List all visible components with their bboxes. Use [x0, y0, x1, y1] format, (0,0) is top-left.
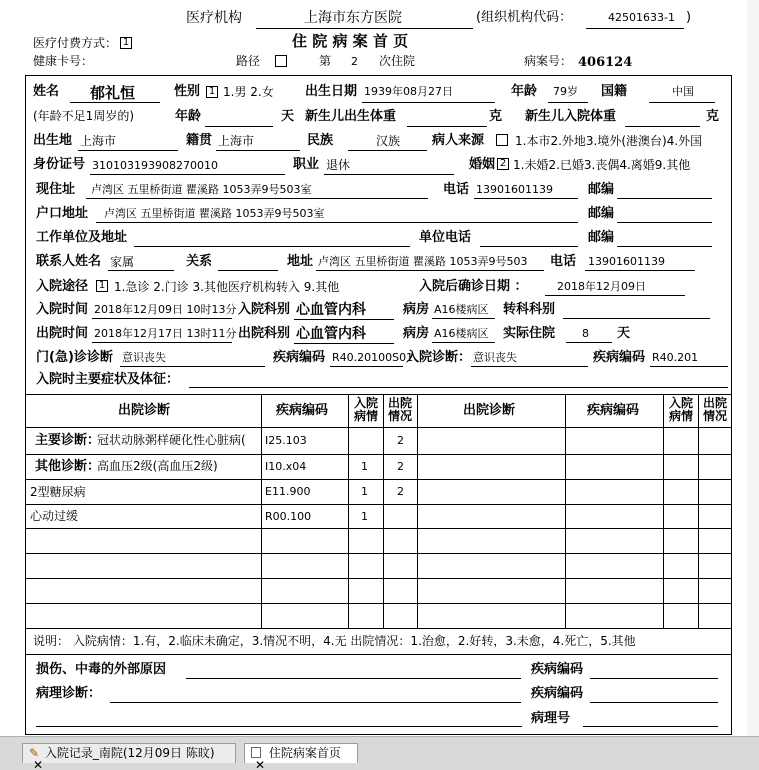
- er-code[interactable]: R40.20100S01: [332, 351, 414, 364]
- close-icon[interactable]: ✕: [255, 758, 266, 770]
- native-place[interactable]: 上海市: [218, 134, 255, 148]
- current-address[interactable]: 卢湾区 五里桥街道 瞿溪路 1053弄9号503室: [91, 183, 312, 196]
- col-code: 疾病编码: [276, 403, 329, 418]
- condition-note: 说明： 入院病情：1.有，2.临床未确定，3.情况不明，4.无 出院情况：1.治愈，2.好转，3.未愈，4.死亡，5.其他: [33, 634, 636, 648]
- col-discharge-condition: 出院情况: [387, 396, 412, 423]
- confirm-date[interactable]: 2018年12月09日: [557, 280, 646, 293]
- admission-diagnosis[interactable]: 意识丧失: [473, 351, 517, 364]
- table-row-diagnosis[interactable]: 2型糖尿病: [30, 485, 86, 499]
- vertical-scrollbar[interactable]: [747, 0, 759, 736]
- patient-source-box[interactable]: [496, 134, 508, 146]
- edit-doc-icon: ✎: [29, 746, 40, 760]
- table-row-diagnosis[interactable]: 冠状动脉粥样硬化性心脏病(: [97, 434, 246, 446]
- table-row-code[interactable]: E11.900: [265, 485, 311, 498]
- er-diagnosis[interactable]: 意识丧失: [122, 351, 166, 364]
- col-admit-condition: 入院病情: [353, 396, 378, 423]
- record-no-label: 病案号：: [524, 54, 573, 68]
- org-code: 42501633-1: [608, 11, 675, 24]
- close-icon[interactable]: ✕: [33, 758, 44, 770]
- medical-record-homepage: 医疗机构 上海市东方医院 (组织机构代码： 42501633-1 ) 医疗付费方式： 1 住 院 病 案 首 页 健康卡号： 路径 第 2 次住院 病案号： 406124 姓名 郁礼恒 性别 1 1.男 2.女 出生日期 1939年08月27日 年龄 79岁 国籍 中国 (年龄不足1周岁的) 年龄 天 新生儿出生体重 克 新生儿入院体重 克 出生地 上海市 籍贯 上海市 民族 汉族 病人来源 1.本市2.外地3.境外(港澳台)4.外国 身份证号 310103193908270010 职业 退休 婚姻 2 1.未婚2.已婚3.丧偶4.离婚9.其他 现住址 卢湾区 五里桥街道 瞿溪路 1053弄9号503室 电话 13901601139 邮编 户口地址 卢湾区 五里桥街道 瞿溪路 1053弄9号503室 邮编 工作单位及地址 单位电话 邮编 联系人姓名 家属 关系 地址 卢湾区 五里桥街道 瞿溪路 1053弄9号503 电话 13901601139 入院途径 1 1.急诊 2.门诊 3.其他医疗机构转入 9.其他 入院后确诊日期 ： 2018年12月09日 入院时间 2018年12月09日 10时13分 入院科别 心血管内科 病房 A16楼病区 转科科别 出院时间 2018年12月17日 13时11分 出院科别 心血管内科 病房 A16楼病区 实际住院 8 天 门(急)诊诊断 意识丧失 疾病编码 R40.20100S01 入院诊断： 意识丧失 疾病编码 R40.201 入院时主要症状及体征： 出院诊断 疾病编码 入院病情 出院情况 出院诊断 疾病编码 入院病情 出院情况 主要诊断： 冠状动脉粥样硬化性心脏病( I25.103 2 其他诊断： 高血压2级(高血压2级) I10.x04 1 2 2型糖尿病 E11.900 1 2 心动过缓 R00.100 1 说明： 入院病情：1.有，2.临床未确定，3.情况不明，4.无 出院情况：1.治愈，2.好转，3.未愈，4.死亡，5.其他 损伤、中毒的外部原因 疾病编码 病理诊断： 疾病编码 病理号 ✎ 入院记录_南院(12月09日 陈旼) ✕ 住院病案首页 ✕: [0, 0, 759, 770]
- admission-dept[interactable]: 心血管内科: [296, 302, 366, 318]
- discharge-dept[interactable]: 心血管内科: [296, 326, 366, 342]
- admission-code[interactable]: R40.201: [652, 351, 699, 364]
- table-row-code[interactable]: I25.103: [265, 434, 307, 447]
- tab-medical-record-homepage[interactable]: 住院病案首页 ✕: [244, 743, 358, 763]
- org-name: 上海市东方医院: [304, 10, 402, 26]
- org-label: 医疗机构: [186, 10, 242, 26]
- col-code-2: 疾病编码: [587, 403, 640, 418]
- admission-times: 2: [351, 55, 358, 68]
- pay-label: 医疗付费方式：: [33, 36, 118, 50]
- record-no: 406124: [578, 55, 633, 70]
- document-tab-bar: [0, 736, 759, 770]
- admission-route-box[interactable]: 1: [96, 280, 108, 292]
- ethnicity[interactable]: 汉族: [376, 134, 401, 148]
- col-discharge-condition-2: 出院情况: [702, 396, 727, 423]
- birth-date[interactable]: 1939年08月27日: [364, 85, 453, 98]
- stay-days[interactable]: 8: [582, 327, 589, 340]
- table-row-code[interactable]: R00.100: [265, 510, 312, 523]
- health-card-label: 健康卡号：: [33, 54, 94, 68]
- occupation[interactable]: 退休: [326, 158, 351, 172]
- phone[interactable]: 13901601139: [476, 183, 553, 196]
- path-checkbox[interactable]: [275, 55, 287, 67]
- patient-name[interactable]: 郁礼恒: [90, 84, 136, 102]
- contact-phone[interactable]: 13901601139: [588, 255, 665, 268]
- tab-admission-record[interactable]: ✎ 入院记录_南院(12月09日 陈旼) ✕: [22, 743, 236, 763]
- org-code-label: (组织机构代码：: [476, 10, 573, 25]
- admission-time[interactable]: 2018年12月09日 10时13分: [94, 303, 237, 316]
- id-number[interactable]: 310103193908270010: [92, 159, 218, 172]
- col-discharge-diagnosis-2: 出院诊断: [463, 403, 516, 418]
- col-admit-condition-2: 入院病情: [668, 396, 693, 423]
- col-discharge-diagnosis: 出院诊断: [118, 403, 171, 418]
- marital-box[interactable]: 2: [497, 158, 509, 170]
- page-title: 住 院 病 案 首 页: [292, 32, 409, 50]
- path-label: 路径: [236, 54, 261, 68]
- admission-ward[interactable]: A16楼病区: [434, 303, 489, 316]
- age[interactable]: 79岁: [553, 85, 578, 98]
- table-row-diagnosis[interactable]: 高血压2级(高血压2级): [97, 459, 218, 473]
- nationality[interactable]: 中国: [672, 85, 694, 98]
- discharge-time[interactable]: 2018年12月17日 13时11分: [94, 327, 237, 340]
- table-row-diagnosis[interactable]: 心动过缓: [30, 509, 79, 523]
- birthplace[interactable]: 上海市: [80, 134, 117, 148]
- pay-type-box[interactable]: 1: [120, 37, 132, 49]
- contact-name[interactable]: 家属: [110, 255, 135, 269]
- sex-box[interactable]: 1: [206, 86, 218, 98]
- contact-address[interactable]: 卢湾区 五里桥街道 瞿溪路 1053弄9号503: [318, 255, 528, 268]
- discharge-ward[interactable]: A16楼病区: [434, 327, 489, 340]
- table-row-code[interactable]: I10.x04: [265, 460, 307, 473]
- registered-address[interactable]: 卢湾区 五里桥街道 瞿溪路 1053弄9号503室: [104, 207, 325, 220]
- document-icon: [251, 747, 261, 758]
